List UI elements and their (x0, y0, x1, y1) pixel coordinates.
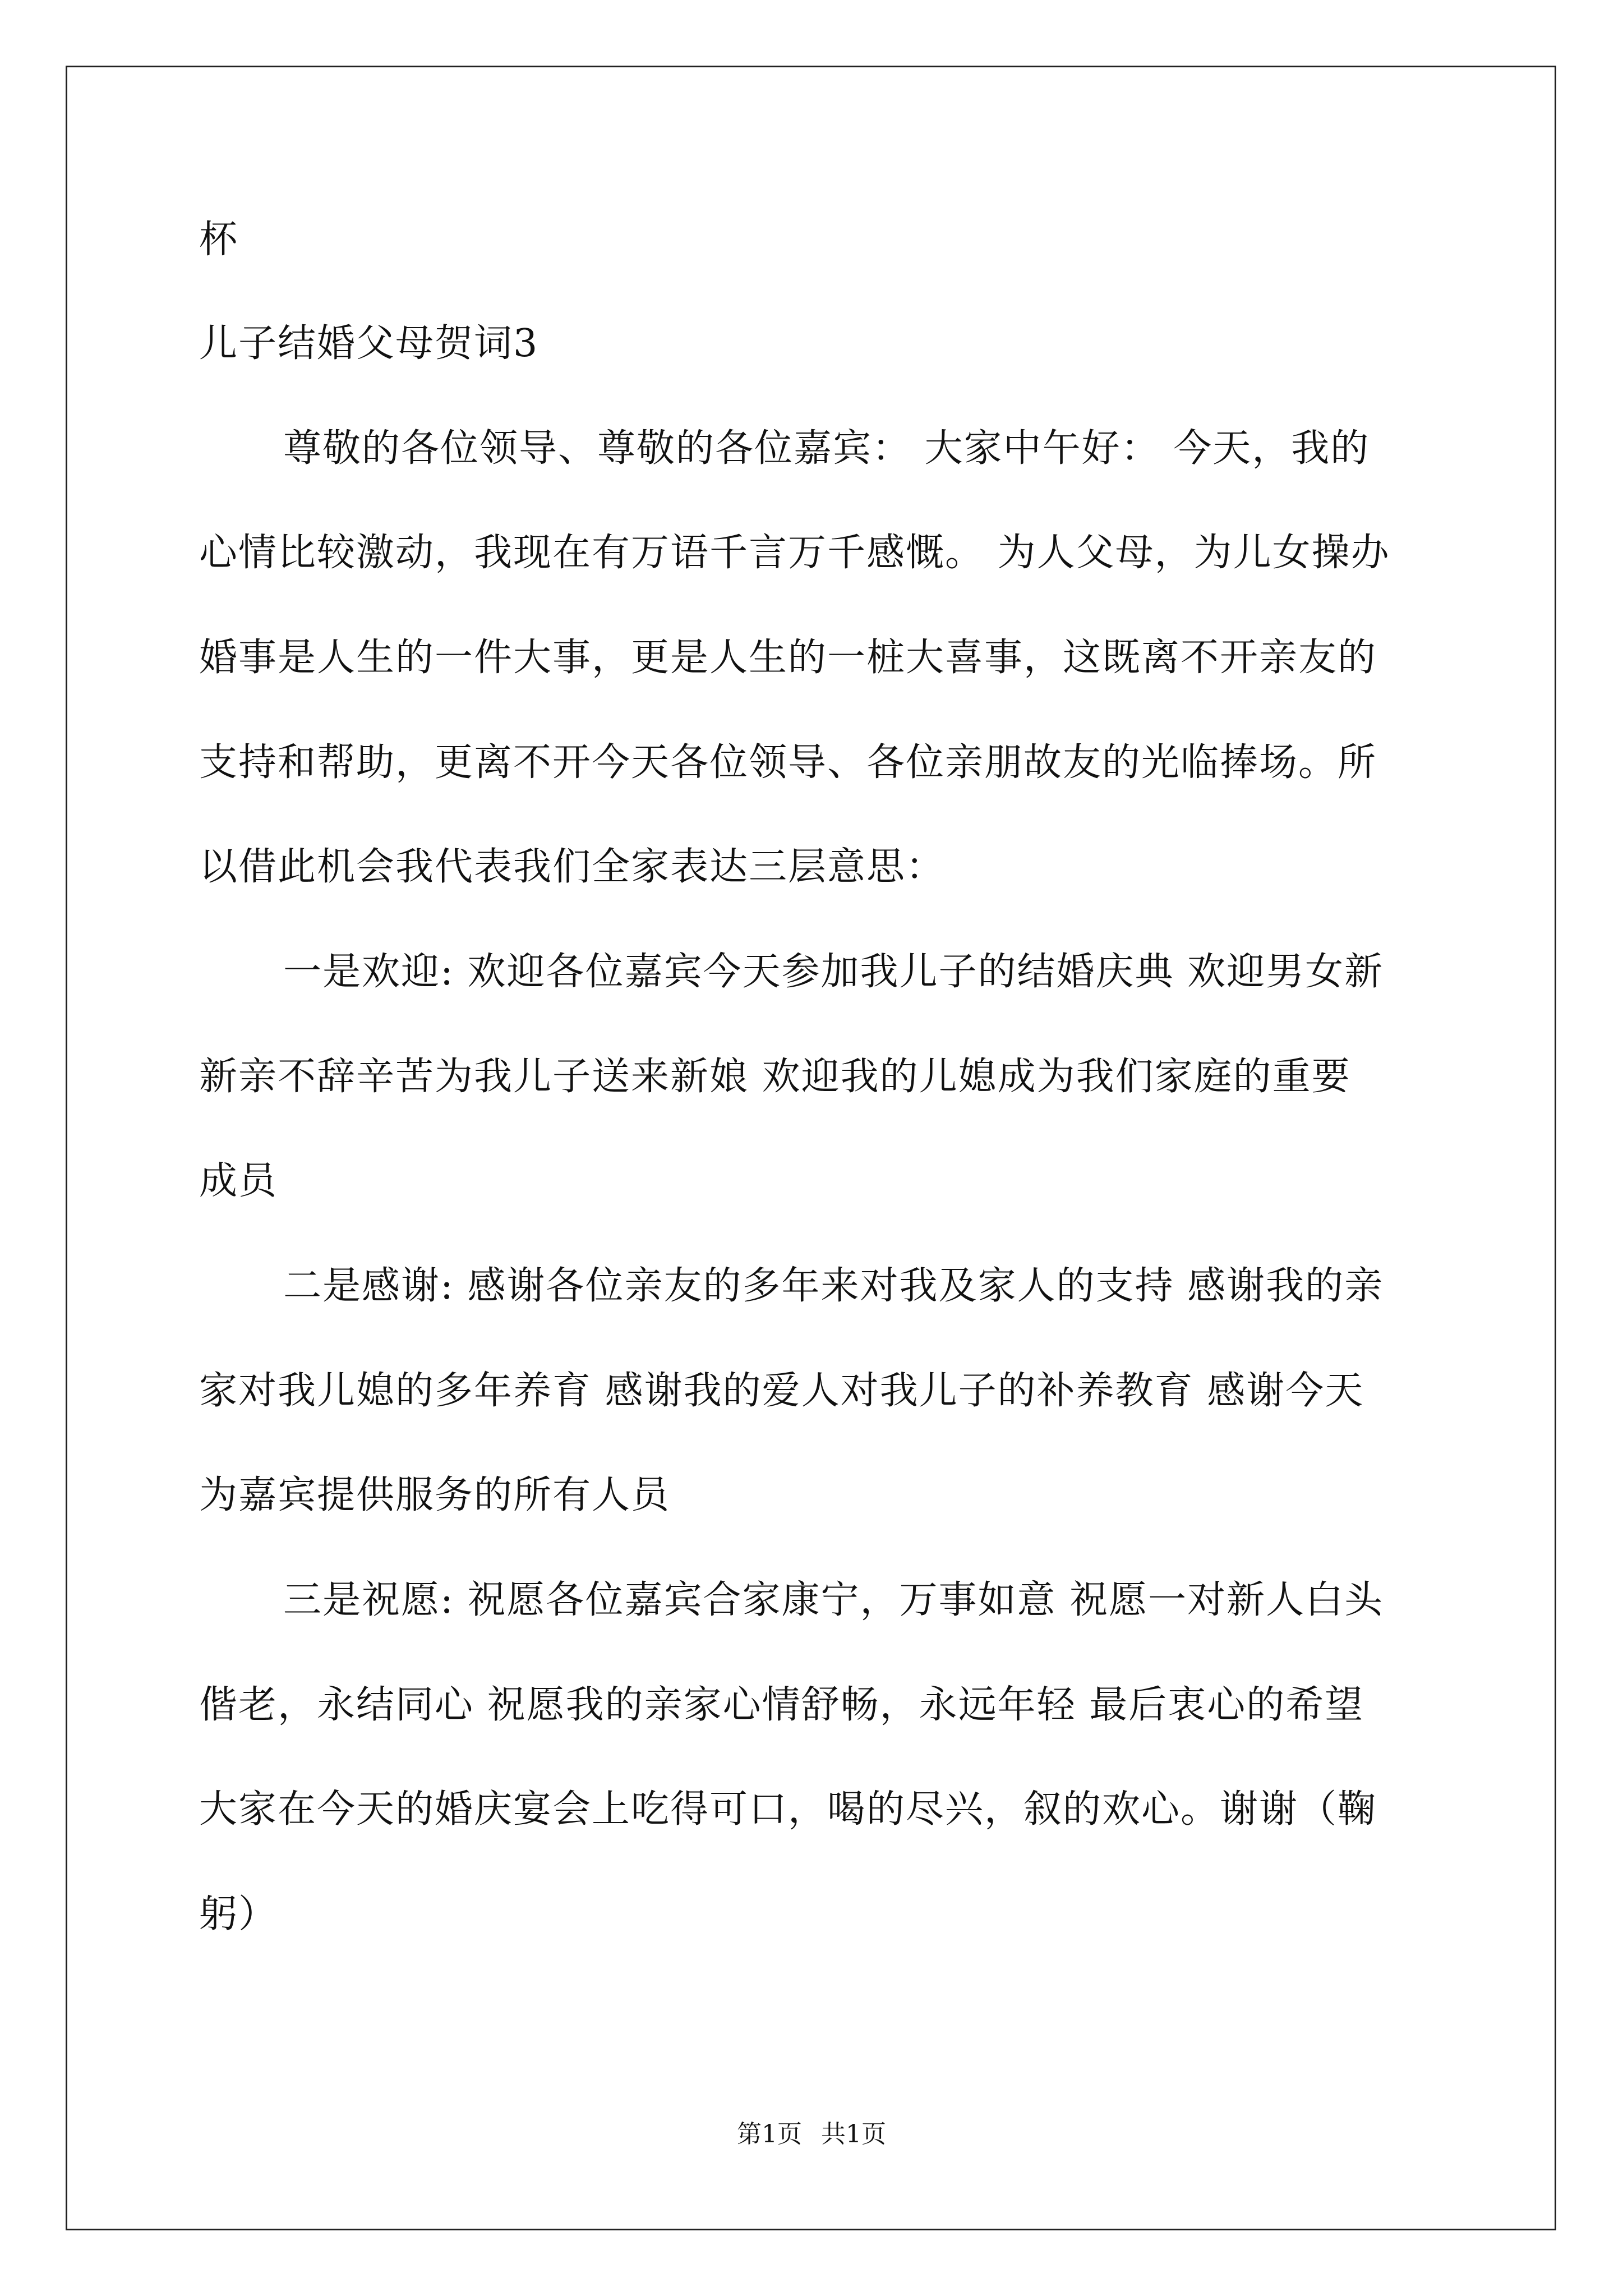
page-number: 第1页 (737, 2120, 802, 2148)
paragraph-1-line-1: 尊敬的各位领导、尊敬的各位嘉宾： 大家中午好： 今天，我的 (283, 426, 1370, 471)
document-heading: 儿子结婚父母贺词3 (199, 321, 539, 366)
paragraph-2-line-1: 一是欢迎: 欢迎各位嘉宾今天参加我儿子的结婚庆典 欢迎男女新 (283, 950, 1384, 994)
paragraph-2-line-2: 新亲不辞辛苦为我儿子送来新娘 欢迎我的儿媳成为我们家庭的重要 (199, 1055, 1351, 1099)
paragraph-4-line-1: 三是祝愿: 祝愿各位嘉宾合家康宁，万事如意 祝愿一对新人白头 (283, 1578, 1384, 1622)
paragraph-4-line-4: 躬） (199, 1892, 278, 1936)
paragraph-4-line-3: 大家在今天的婚庆宴会上吃得可口，喝的尽兴，叙的欢心。谢谢（鞠 (199, 1787, 1377, 1832)
paragraph-1-line-4: 支持和帮助，更离不开今天各位领导、各位亲朋故友的光临捧场。所 (199, 740, 1377, 785)
paragraph-1-line-3: 婚事是人生的一件大事，更是人生的一桩大喜事，这既离不开亲友的 (199, 636, 1377, 680)
page-border (66, 66, 1556, 2230)
page-total: 共1页 (821, 2120, 886, 2148)
paragraph-3-line-3: 为嘉宾提供服务的所有人员 (199, 1473, 671, 1517)
paragraph-4-line-2: 偕老，永结同心 祝愿我的亲家心情舒畅，永远年轻 最后衷心的希望 (199, 1683, 1364, 1727)
paragraph-1-line-5: 以借此机会我代表我们全家表达三层意思： (199, 845, 946, 889)
paragraph-3-line-2: 家对我儿媳的多年养育 感谢我的爱人对我儿子的补养教育 感谢今天 (199, 1369, 1364, 1413)
page-footer (0, 2118, 1623, 2151)
paragraph-1-line-2: 心情比较激动，我现在有万语千言万千感慨。 为人父母，为儿女操办 (199, 531, 1390, 575)
paragraph-2-line-3: 成员 (199, 1159, 278, 1203)
paragraph-3-line-1: 二是感谢: 感谢各位亲友的多年来对我及家人的支持 感谢我的亲 (283, 1264, 1384, 1308)
text-fragment: 杯 (199, 218, 239, 262)
